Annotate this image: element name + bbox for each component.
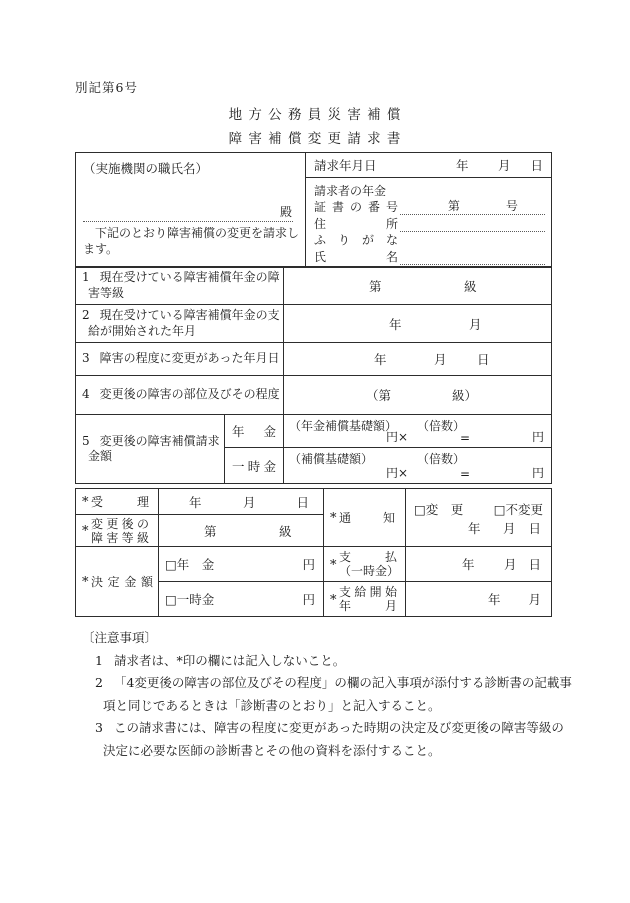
notice-value-cell [406,489,552,547]
form-title-line2: 障 害 補 償 変 更 請 求 書 [228,131,402,147]
request-date-cell[interactable] [306,153,552,178]
new-grade-prefix: 第 [204,523,217,539]
form-number: 別記第6号 [75,80,138,95]
claimant-header-table [75,152,552,268]
lump-multiplier-label: （倍数） [417,452,466,466]
new-grade-label-line2: 障害等級 [91,530,149,545]
furigana-label: ふりがな [314,233,398,247]
start-asterisk: * [330,592,337,608]
start-label-line2: 年月 [339,599,397,613]
lump-yen-times: 円× [386,466,409,480]
cert-number-suffix: 号 [505,199,518,213]
pension-yen-times: 円× [386,430,409,444]
new-grade-asterisk: * [82,524,89,539]
receipt-month-label: 月 [243,494,256,510]
pension-type-label: 年金 [232,424,276,439]
item-5-label-cell [76,415,225,484]
name-input-line[interactable] [400,248,545,265]
notes-heading: 〔注意事項〕 [82,630,158,645]
item-5-lump-type-cell [225,448,284,484]
pension-cert-label-line1: 請求者の年金 [314,183,387,198]
decision-amount-label-cell [76,547,159,617]
item-1-label-cell [76,267,284,305]
agency-cell [76,153,306,268]
note-1-number: 1 [95,652,103,668]
receipt-date-cell[interactable] [159,489,324,515]
payment-year-label: 年 [462,557,475,572]
payment-day-label: 日 [528,557,541,572]
item-1-label: 現在受けている障害補償年金の障害等級 [88,270,280,300]
receipt-label: 受理 [91,495,149,509]
item-2-value-cell[interactable] [284,305,552,343]
address-label: 住所 [314,216,398,231]
item-3-number: 3 [82,351,90,366]
lump-checkbox[interactable]: □一時金 [165,592,215,607]
start-date-cell[interactable] [406,582,552,617]
pension-checkbox[interactable]: □年 金 [165,557,215,572]
item-2-number: 2 [82,308,90,322]
item-1-value-cell[interactable] [284,267,552,305]
item-1-number: 1 [82,270,90,284]
pension-base-amount-label: （年金補償基礎額） [289,419,398,433]
payment-asterisk: * [330,557,337,573]
receipt-label-cell [76,489,159,515]
item-4-value-cell[interactable] [284,376,552,415]
decision-lump-cell[interactable] [159,582,324,617]
note-3-number: 3 [95,720,103,735]
address-input-line[interactable] [400,215,545,232]
item-4-number: 4 [82,387,90,402]
notice-day-label: 日 [528,520,541,536]
note-2-text: 「4変更後の障害の部位及びその程度」の欄の記入事項が添付する診断書の記載事項と同じであるときは「診断書のとおり」と記入すること。 [103,675,572,713]
note-2-number: 2 [95,675,103,690]
notice-date-line[interactable] [414,520,543,537]
pension-yen-unit: 円 [531,430,544,444]
pension-unit: 円 [302,557,315,572]
lump-type-label: 一時金 [232,458,276,474]
office-use-table [75,488,552,617]
item-3-year-label: 年 [374,352,387,367]
receipt-year-label: 年 [189,494,202,510]
claimant-info-cell [306,178,552,268]
start-label-line1: 支給開始 [339,585,397,599]
item-3-value-cell[interactable] [284,343,552,376]
item-4-label-cell [76,376,284,415]
payment-date-cell[interactable] [406,547,552,582]
item-3-label-cell [76,343,284,376]
item-1-grade-suffix: 級 [464,278,477,294]
pension-multiplier-label: （倍数） [417,419,466,433]
lump-unit: 円 [302,592,315,607]
claim-details-table [75,266,552,484]
decision-amount-label: 決定金額 [91,575,153,589]
item-3-day-label: 日 [477,352,490,367]
note-item-3 [82,717,574,762]
item-3-month-label: 月 [434,352,447,367]
note-3-text: この請求書には、障害の程度に変更があった時期の決定及び変更後の障害等級の決定に必要な医師の診断書とその他の資料を添付すること。 [103,720,564,758]
request-date-day-label: 日 [530,158,543,173]
item-2-label: 現在受けている障害補償年金の支給が開始された年月 [88,308,280,338]
request-date-month-label: 月 [498,158,511,173]
decision-pension-cell[interactable] [159,547,324,582]
item-2-month-label: 月 [469,316,482,332]
payment-label-line1: 支払 [339,550,397,564]
addressee-input-line[interactable] [83,203,293,222]
lump-equals: = [460,467,471,481]
agency-title-label: （実施機関の職氏名） [83,161,209,176]
item-5-pension-amount-cell[interactable] [284,415,552,448]
notice-label: 通知 [339,511,395,525]
notice-asterisk: * [330,511,337,526]
notice-year-label: 年 [468,520,481,536]
change-checkbox[interactable]: □変 更 [414,501,464,517]
request-date-label: 請求年月日 [314,158,377,173]
cert-number-input-line[interactable] [400,198,545,215]
notice-month-label: 月 [503,520,516,536]
pension-equals: = [460,431,471,445]
form-title-line1: 地 方 公 務 員 災 害 補 償 [228,107,402,123]
item-2-year-label: 年 [389,316,402,332]
payment-label-cell [324,547,406,582]
receipt-asterisk: * [82,495,89,510]
start-label-cell [324,582,406,617]
lump-base-amount-label: （補償基礎額） [289,452,374,466]
pension-cert-label-line2: 証書の番号 [314,200,398,214]
note-item-2 [82,672,574,717]
new-grade-suffix: 級 [279,523,292,539]
note-1-text: 請求者は、*印の欄には記入しないこと。 [113,652,346,668]
start-month-label: 月 [528,592,541,607]
item-5-lump-amount-cell[interactable] [284,448,552,484]
item-5-label: 変更後の障害補償請求金額 [88,433,220,463]
new-grade-value-cell[interactable] [159,515,324,547]
notice-label-cell [324,489,406,547]
request-date-year-label: 年 [456,158,469,173]
item-4-label: 変更後の障害の部位及びその程度 [99,387,280,402]
decision-asterisk: * [82,575,89,590]
item-3-label: 障害の程度に変更があった年月日 [99,351,280,366]
notes-section [82,627,574,762]
name-label: 氏名 [314,249,398,264]
item-5-pension-type-cell [225,415,284,448]
start-year-label: 年 [488,592,501,607]
item-1-grade-prefix: 第 [369,278,382,294]
cert-number-prefix: 第 [447,199,460,213]
note-item-1 [82,650,574,673]
no-change-checkbox[interactable]: □不変更 [493,501,543,517]
item-4-grade-suffix: 級） [452,388,478,403]
item-5-number: 5 [82,433,90,448]
receipt-day-label: 日 [296,494,309,510]
declaration-text: 下記のとおり障害補償の変更を請求します。 [83,226,300,256]
new-grade-label-cell [76,515,159,547]
lump-yen-unit: 円 [531,466,544,480]
payment-month-label: 月 [504,557,517,572]
item-4-grade-prefix: （第 [366,388,392,403]
dono-suffix: 殿 [279,205,292,219]
payment-label-line2: （一時金） [339,564,400,578]
new-grade-label-line1: 変更後の [91,516,149,531]
item-2-label-cell [76,305,284,343]
